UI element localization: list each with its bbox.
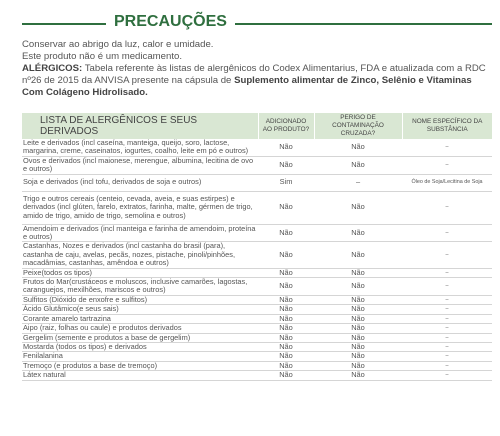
allergen-name-cell: Amendoim e derivados (incl manteiga e farinha de amendoim, proteína e outros) [22, 224, 258, 242]
specific-name-cell: – [402, 324, 492, 333]
added-cell: Não [258, 305, 314, 314]
allergen-name-cell: Corante amarelo tartrazina [22, 314, 258, 323]
specific-name-cell: – [402, 191, 492, 224]
allergen-name-cell: Soja e derivados (incl tofu, derivados de soja e outros) [22, 174, 258, 191]
added-cell: Não [258, 278, 314, 296]
allergen-name-cell: Castanhas, Nozes e derivados (incl castanha do brasil (para), castanha de caju, avelas, pecãs, nozes, pistache, pinoli/pinhões, macadâmias, castanhas, amêndoa e outros) [22, 242, 258, 268]
table-row [22, 342, 492, 351]
table-row [22, 333, 492, 342]
added-cell: Não [258, 139, 314, 156]
specific-name-cell: – [402, 224, 492, 242]
specific-name-cell: – [402, 268, 492, 277]
allergen-name-cell: Gergelim (semente e produtos a base de gergelim) [22, 333, 258, 342]
specific-name-cell: – [402, 156, 492, 174]
section-header [22, 11, 492, 33]
specific-name-cell: – [402, 333, 492, 342]
table-row [22, 224, 492, 242]
specific-name-cell: – [402, 342, 492, 351]
header-rule [22, 23, 492, 25]
specific-name-cell: – [402, 352, 492, 361]
intro-text [22, 39, 492, 99]
specific-name-cell: – [402, 295, 492, 304]
allergen-name-cell: Leite e derivados (incl caseína, manteiga, queijo, soro, lactose, margarina, creme, caseinatos, iogurtes, coalho, leite em pó e outros) [22, 139, 258, 156]
contamination-cell: Não [314, 324, 402, 333]
allergen-name-cell: Tremoço (e produtos a base de tremoço) [22, 361, 258, 370]
table-row [22, 174, 492, 191]
added-cell: Não [258, 324, 314, 333]
allergen-label: ALÉRGICOS: [22, 63, 83, 74]
allergen-note [22, 63, 492, 99]
col-header-added: ADICIONADO AO PRODUTO? [258, 113, 314, 139]
contamination-cell: – [314, 174, 402, 191]
table-row [22, 156, 492, 174]
added-cell: Não [258, 371, 314, 380]
specific-name-cell: – [402, 305, 492, 314]
table-row [22, 352, 492, 361]
contamination-cell: Não [314, 268, 402, 277]
added-cell: Não [258, 242, 314, 268]
product-name: Suplemento alimentar de Zinco, Selênio e Vitaminas Com Colágeno Hidrolisado. [22, 75, 472, 98]
contamination-cell: Não [314, 156, 402, 174]
allergen-name-cell: Frutos do Mar(crustáceos e moluscos, inclusive camarões, lagostas, caranguejos, mexilhões, mariscos e outros) [22, 278, 258, 296]
table-row [22, 139, 492, 156]
added-cell: Não [258, 156, 314, 174]
allergen-name-cell: Ácido Glutâmico(e seus sais) [22, 305, 258, 314]
allergen-name-cell: Peixe(todos os tipos) [22, 268, 258, 277]
specific-name-cell: – [402, 361, 492, 370]
table-row [22, 324, 492, 333]
table-row [22, 371, 492, 380]
table-row [22, 361, 492, 370]
allergen-name-cell: Fenilalanina [22, 352, 258, 361]
contamination-cell: Não [314, 314, 402, 323]
allergen-name-cell: Trigo e outros cereais (centeio, cevada, aveia, e suas estirpes) e derivados (incl glúten, farelo, extratos, farinha, malte, gérmen de trigo, amido de trigo, amido de trigo, semolina e outros) [22, 191, 258, 224]
added-cell: Não [258, 333, 314, 342]
contamination-cell: Não [314, 139, 402, 156]
contamination-cell: Não [314, 295, 402, 304]
col-header-list: LISTA DE ALERGÊNICOS E SEUS DERIVADOS [22, 113, 258, 139]
table-row [22, 191, 492, 224]
storage-note: Conservar ao abrigo da luz, calor e umidade. [22, 39, 214, 50]
added-cell: Não [258, 361, 314, 370]
added-cell: Não [258, 295, 314, 304]
added-cell: Sim [258, 174, 314, 191]
contamination-cell: Não [314, 352, 402, 361]
col-header-specific-name: NOME ESPECÍFICO DA SUBSTÂNCIA [402, 113, 492, 139]
allergen-name-cell: Aipo (raiz, folhas ou caule) e produtos derivados [22, 324, 258, 333]
specific-name-cell: – [402, 139, 492, 156]
added-cell: Não [258, 268, 314, 277]
contamination-cell: Não [314, 333, 402, 342]
contamination-cell: Não [314, 278, 402, 296]
table-row [22, 242, 492, 268]
contamination-cell: Não [314, 224, 402, 242]
added-cell: Não [258, 224, 314, 242]
specific-name-cell: – [402, 278, 492, 296]
allergen-name-cell: Mostarda (todos os tipos) e derivados [22, 342, 258, 351]
specific-name-cell: – [402, 314, 492, 323]
specific-name-cell: – [402, 371, 492, 380]
specific-name-cell: – [402, 242, 492, 268]
allergen-name-cell: Látex natural [22, 371, 258, 380]
contamination-cell: Não [314, 305, 402, 314]
specific-name-cell: Óleo de Soja/Lecitina de Soja [402, 174, 492, 191]
table-row [22, 278, 492, 296]
col-header-contamination: PERIGO DE CONTAMINAÇÃO CRUZADA? [314, 113, 402, 139]
allergen-name-cell: Ovos e derivados (incl maionese, merengue, albumina, lecitina de ovo e outros) [22, 156, 258, 174]
allergen-text: Tabela referente às listas de alergênicos do Codex Alimentarius, FDA e atualizada com a RDC nº26 de 2015 da ANVISA presente na cápsula de [22, 63, 486, 86]
not-medicine-note: Este produto não é um medicamento. [22, 51, 182, 62]
added-cell: Não [258, 314, 314, 323]
contamination-cell: Não [314, 191, 402, 224]
allergen-name-cell: Sulfitos (Dióxido de enxofre e sulfitos) [22, 295, 258, 304]
added-cell: Não [258, 342, 314, 351]
added-cell: Não [258, 191, 314, 224]
contamination-cell: Não [314, 342, 402, 351]
contamination-cell: Não [314, 371, 402, 380]
page-title: PRECAUÇÕES [106, 11, 235, 33]
contamination-cell: Não [314, 361, 402, 370]
table-header-row [22, 113, 492, 139]
added-cell: Não [258, 352, 314, 361]
table-row [22, 305, 492, 314]
allergen-table [22, 113, 492, 381]
contamination-cell: Não [314, 242, 402, 268]
